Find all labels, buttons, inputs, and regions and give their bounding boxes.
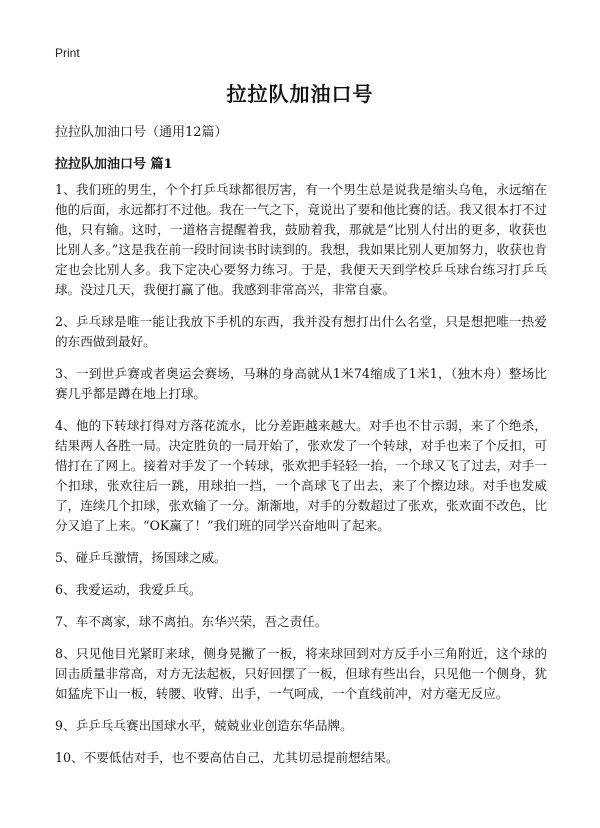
paragraph-6: 6、我爱运动，我爱乒乓。 — [55, 582, 202, 597]
paragraph-3: 3、一到世乒赛或者奥运会赛场，马琳的身高就从1米74缩成了1米1，（独木舟）整场比赛几乎都是蹲在地上打球。 — [55, 366, 547, 401]
paragraph-7: 7、车不离家，球不离拍。东华兴荣，吾之责任。 — [55, 614, 328, 629]
page-title: 拉拉队加油口号 — [226, 82, 374, 106]
paragraph-2: 2、乒乓球是唯一能让我放下手机的东西，我并没有想打出什么名堂，只是想把唯一热爱的东西做到最好。 — [55, 314, 547, 349]
paragraph-9: 9、乒乒乓乓赛出国球水平，兢兢业业创造东华品牌。 — [55, 718, 353, 733]
paragraph-4: 4、他的下转球打得对方落花流水，比分差距越来越大。对手也不甘示弱，来了个绝杀，结果两人各胜一局。决定胜负的一局开始了，张欢发了一个转球，对手也来了个反扣，可惜打在了网上。接着对手发了一个转球，张欢把手轻轻一抬，一个球又飞了过去，对手一个扣球，张欢往后一跳，用球拍一挡，一个高球飞了出去，来了个擦边球。对手也发威了，连续几个扣球，张欢输了一分。渐渐地，对手的分数超过了张欢，张欢面不改色，比分又追了上来。“OK赢了！”我们班的同学兴奋地叫了起来。 — [55, 418, 547, 533]
paragraph-8: 8、只见他目光紧盯来球，侧身晃撇了一板，将来球回到对方反手小三角附近，这个球的回击质量非常高，对方无法起板，只好回摆了一板，但球有些出台，只见他一个侧身，犹如猛虎下山一板，转腰、收臂、出手，一气呵成，一个直线前冲，对方毫无反应。 — [55, 646, 547, 701]
paragraph-10: 10、不要低估对手，也不要高估自己，尤其切忌提前想结果。 — [55, 750, 399, 765]
paragraph-1: 1、我们班的男生，个个打乒乓球都很厉害，有一个男生总是说我是缩头乌龟，永远缩在他的后面，永远都打不过他。我在一气之下，竟说出了要和他比赛的话。我又很本打不过他，只有输。这时，一道格言提醒着我，鼓励着我，那就是“比别人付出的更多，收获也比别人多。”这是我在前一段时间读书时读到的。我想，我如果比别人更加努力，收获也肯定也会比别人多。我下定决心要努力练习。于是，我便天天到学校乒乓球台练习打乒乓球。没过几天，我便打赢了他。我感到非常高兴，非常自豪。 — [55, 182, 547, 297]
print-link[interactable]: Print — [55, 46, 80, 60]
article-body — [55, 180, 547, 780]
section-heading: 拉拉队加油口号 篇1 — [55, 157, 173, 172]
paragraph-5: 5、碰乒乓激情，扬国球之威。 — [55, 550, 227, 565]
document-subtitle: 拉拉队加油口号（通用12篇） — [55, 125, 228, 140]
